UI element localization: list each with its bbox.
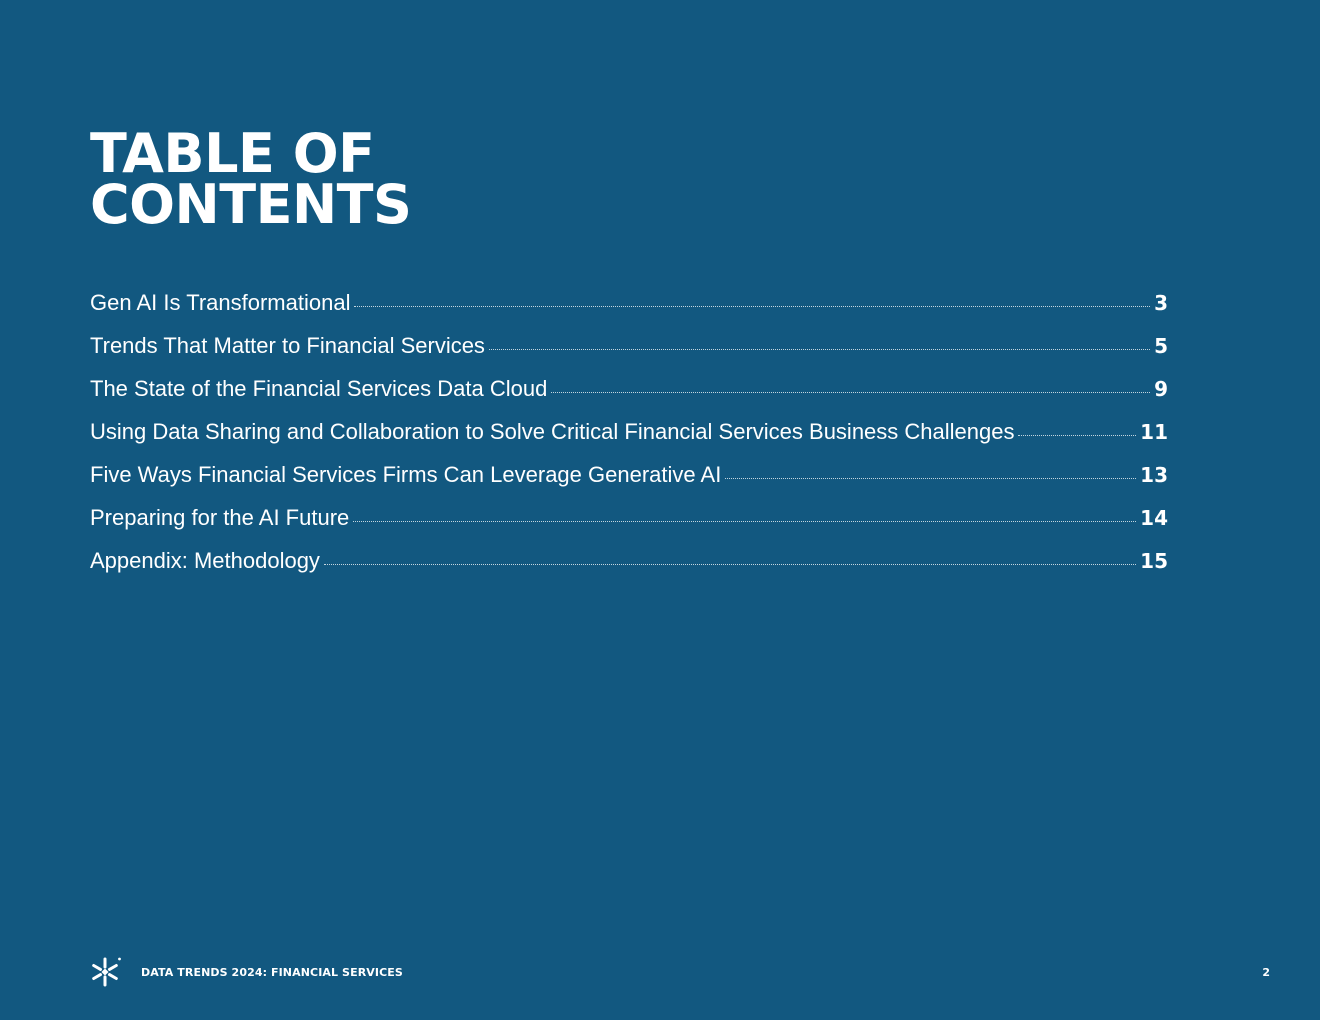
toc-entry-label: Preparing for the AI Future [90, 505, 350, 530]
table-of-contents [90, 290, 1168, 591]
toc-entry-five-ways-generative-ai[interactable] [90, 462, 1168, 505]
toc-entry-label: Appendix: Methodology [90, 548, 320, 573]
page-footer [90, 956, 1270, 988]
toc-entry-label: Five Ways Financial Services Firms Can Leverage Generative AI [90, 462, 722, 487]
toc-entry-state-of-data-cloud[interactable] [90, 376, 1168, 419]
footer-page-number: 2 [1262, 965, 1270, 979]
page-title-line-1: TABLE OF [90, 122, 375, 185]
dot-leader [725, 477, 1136, 479]
toc-entry-label: Trends That Matter to Financial Services [90, 333, 485, 358]
toc-entry-page-number: 15 [1140, 549, 1168, 573]
toc-entry-label: Using Data Sharing and Collaboration to Solve Critical Financial Services Business Challenges [90, 419, 1015, 444]
footer-title: DATA TRENDS 2024: FINANCIAL SERVICES [141, 965, 403, 979]
page-title-line-2: CONTENTS [90, 173, 412, 236]
toc-entry-trends-that-matter[interactable] [90, 333, 1168, 376]
toc-entry-label: The State of the Financial Services Data Cloud [90, 376, 548, 401]
toc-entry-page-number: 11 [1140, 420, 1168, 444]
page-title [90, 122, 412, 236]
toc-entry-data-sharing-collaboration[interactable] [90, 419, 1168, 462]
toc-entry-appendix-methodology[interactable] [90, 548, 1168, 591]
toc-entry-preparing-ai-future[interactable] [90, 505, 1168, 548]
dot-leader [551, 391, 1150, 393]
toc-entry-page-number: 3 [1154, 291, 1168, 315]
dot-leader [1018, 434, 1136, 436]
toc-entry-page-number: 5 [1154, 334, 1168, 358]
dot-leader [489, 348, 1150, 350]
toc-entry-page-number: 13 [1140, 463, 1168, 487]
toc-entry-gen-ai-transformational[interactable] [90, 290, 1168, 333]
snowflake-icon [90, 956, 122, 988]
toc-entry-label: Gen AI Is Transformational [90, 290, 351, 315]
dot-leader [354, 305, 1150, 307]
toc-entry-page-number: 14 [1140, 506, 1168, 530]
dot-leader [324, 563, 1136, 565]
toc-entry-page-number: 9 [1154, 377, 1168, 401]
dot-leader [353, 520, 1136, 522]
